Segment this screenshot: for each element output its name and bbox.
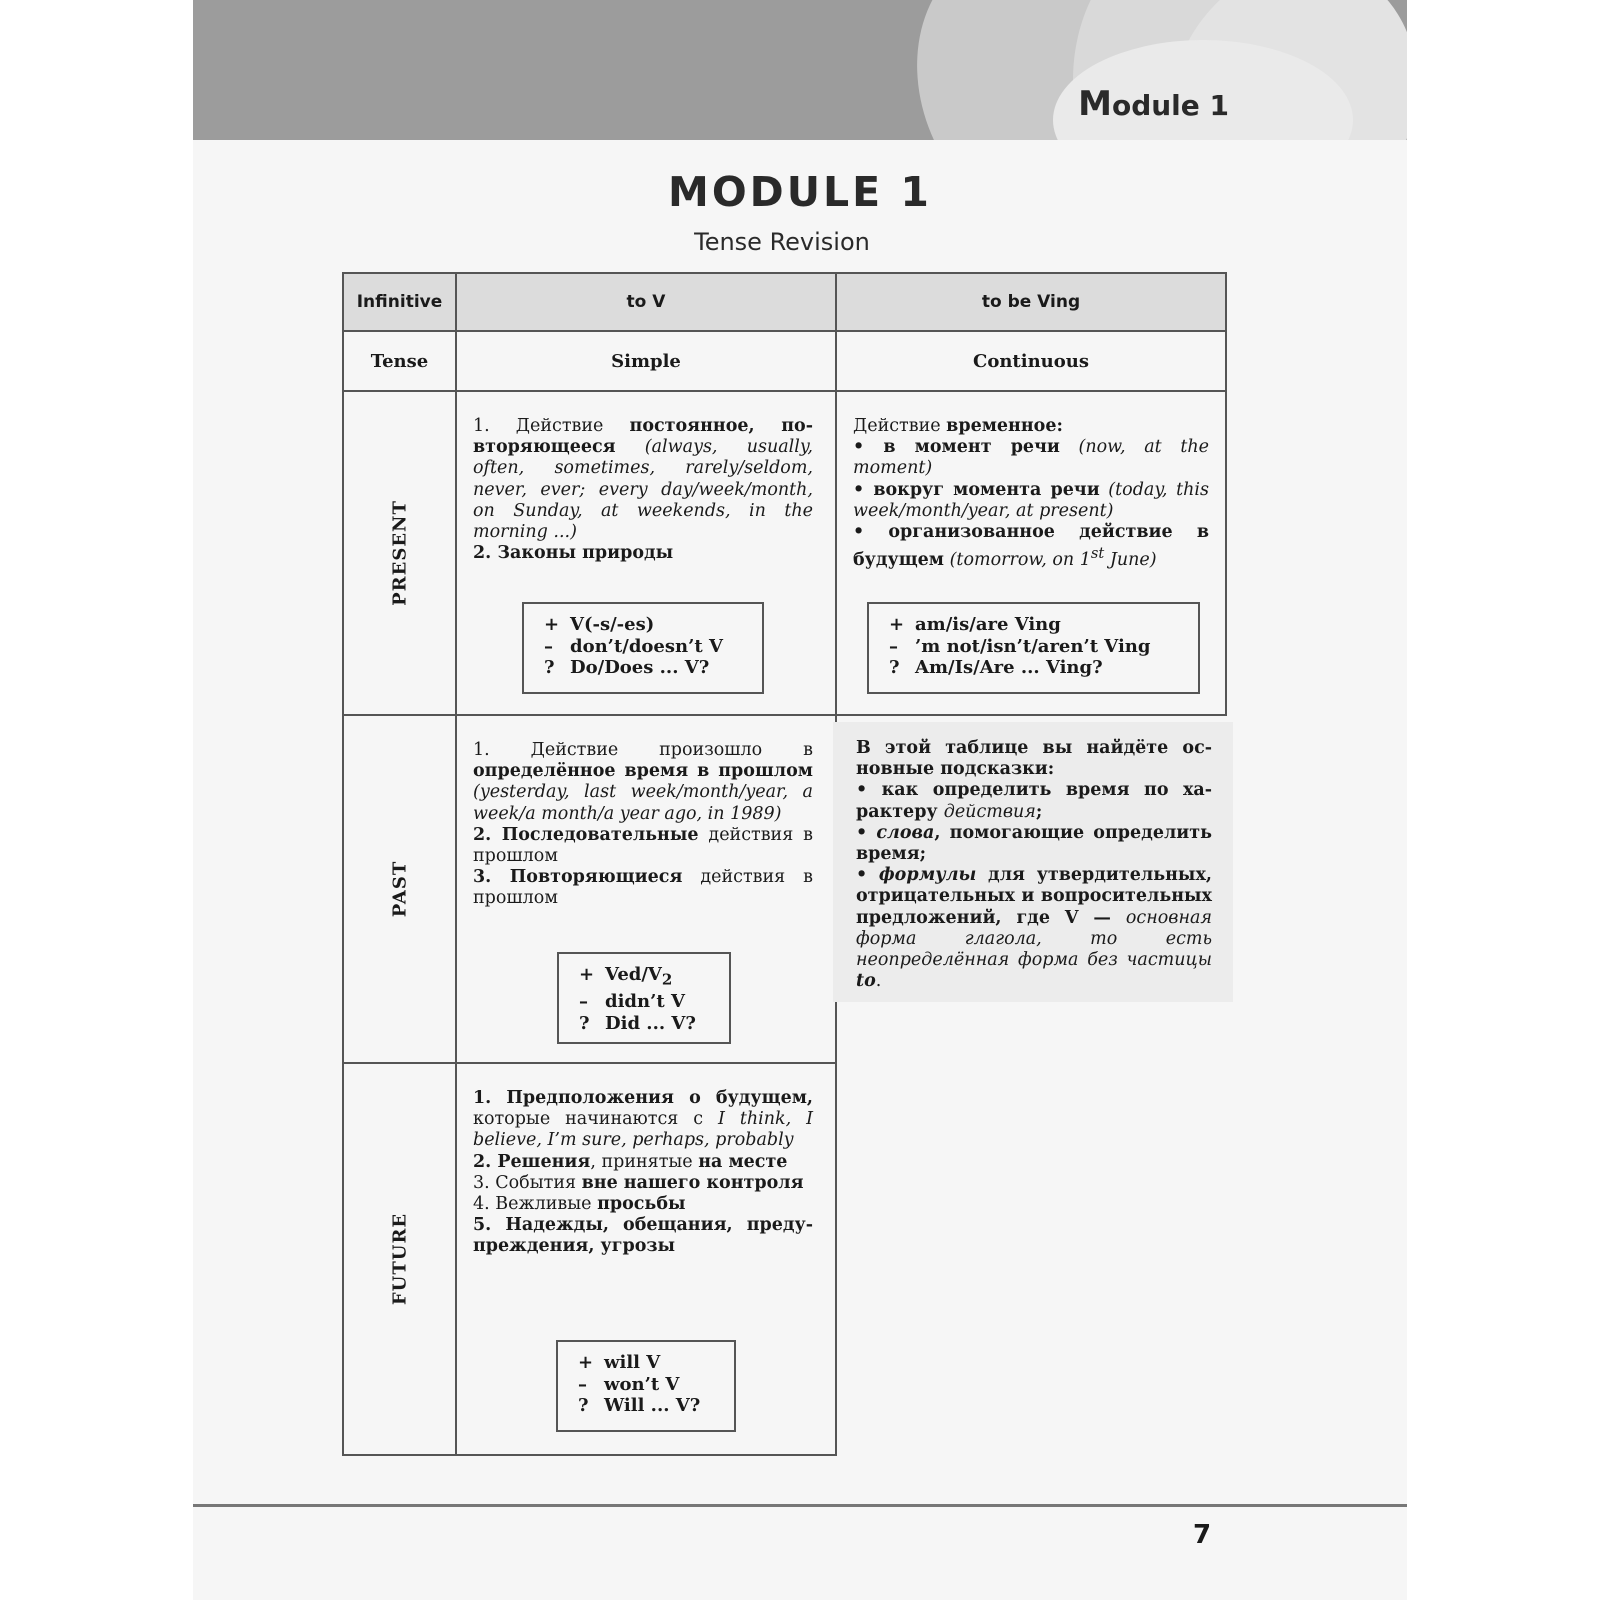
simple-header-cell: Simple xyxy=(455,330,837,392)
header-band xyxy=(193,0,1407,140)
present-continuous-cell xyxy=(835,390,1227,716)
past-simple-formula: + Ved/$V_2$ – didn’t V ? Did ... V? xyxy=(557,952,731,1044)
future-label-cell xyxy=(342,1062,457,1456)
past-simple-cell xyxy=(455,714,837,1064)
present-simple-text: 1. Действие постоянное, повторяющееся (always, usually, often, sometimes, rarely/seldom, never, ever; every day/week/month, on Sunday, at weekends, in the morning ...) 2. Законы природы xyxy=(473,416,813,564)
present-label: PRESENT xyxy=(389,500,410,606)
future-label: FUTURE xyxy=(389,1212,410,1306)
present-continuous-formula: + am/is/are Ving – ’m not/isn’t/aren’t Ving ? Am/Is/Are ... Ving? xyxy=(867,602,1200,694)
future-simple-cell xyxy=(455,1062,837,1456)
present-simple-cell xyxy=(455,390,837,716)
tense-label-cell: Tense xyxy=(342,330,457,392)
future-simple-text: 1. Предположения о будущем, которые начинаются с I think, I believe, I’m sure, perhaps, probably 2. Решения, принятые на месте 3. События вне нашего контроля 4. Вежливые просьбы 5. Надежды, обещания, предупреждения, угрозы xyxy=(473,1088,813,1257)
past-label-cell xyxy=(342,714,457,1064)
present-continuous-text: Действие временное: • в момент речи (now, at the moment) • вокруг момента речи (today, this week/month/year, at present) • организованное действие в будущем (tomorrow, on 1st June) xyxy=(853,416,1209,571)
page-subtitle: Tense Revision xyxy=(694,228,870,256)
footer-rule xyxy=(193,1504,1407,1507)
present-simple-formula: + V(-s/-es) – don’t/doesn’t V ? Do/Does ... V? xyxy=(522,602,764,694)
header-to-v: to V xyxy=(455,272,837,332)
past-label: PAST xyxy=(389,860,410,918)
table-note: В этой таблице вы найдёте основные подсказки: • как определить время по характеру действия; • слова, помогающие определить время; • формулы для утвердительных, отрицательных и вопросительных предложений, где V — основная форма глагола, то есть неопределённая форма без частицы to. xyxy=(856,738,1213,992)
past-simple-text: 1. Действие произошло в определённое время в прошлом (yesterday, last week/month/year, a week/a month/a year ago, in 1989) 2. Последовательные действия в прошлом 3. Повторяющиеся действия в прошлом xyxy=(473,740,814,909)
header-to-be-ving: to be Ving xyxy=(835,272,1227,332)
present-label-cell xyxy=(342,390,457,716)
page-number: 7 xyxy=(1193,1520,1212,1550)
continuous-header-cell: Continuous xyxy=(835,330,1227,392)
page-title: MODULE 1 xyxy=(668,168,932,216)
running-header-module: Module 1 xyxy=(1078,84,1229,124)
header-infinitive: Infinitive xyxy=(342,272,457,332)
textbook-page xyxy=(193,0,1407,1600)
future-simple-formula: + will V – won’t V ? Will ... V? xyxy=(556,1340,736,1432)
